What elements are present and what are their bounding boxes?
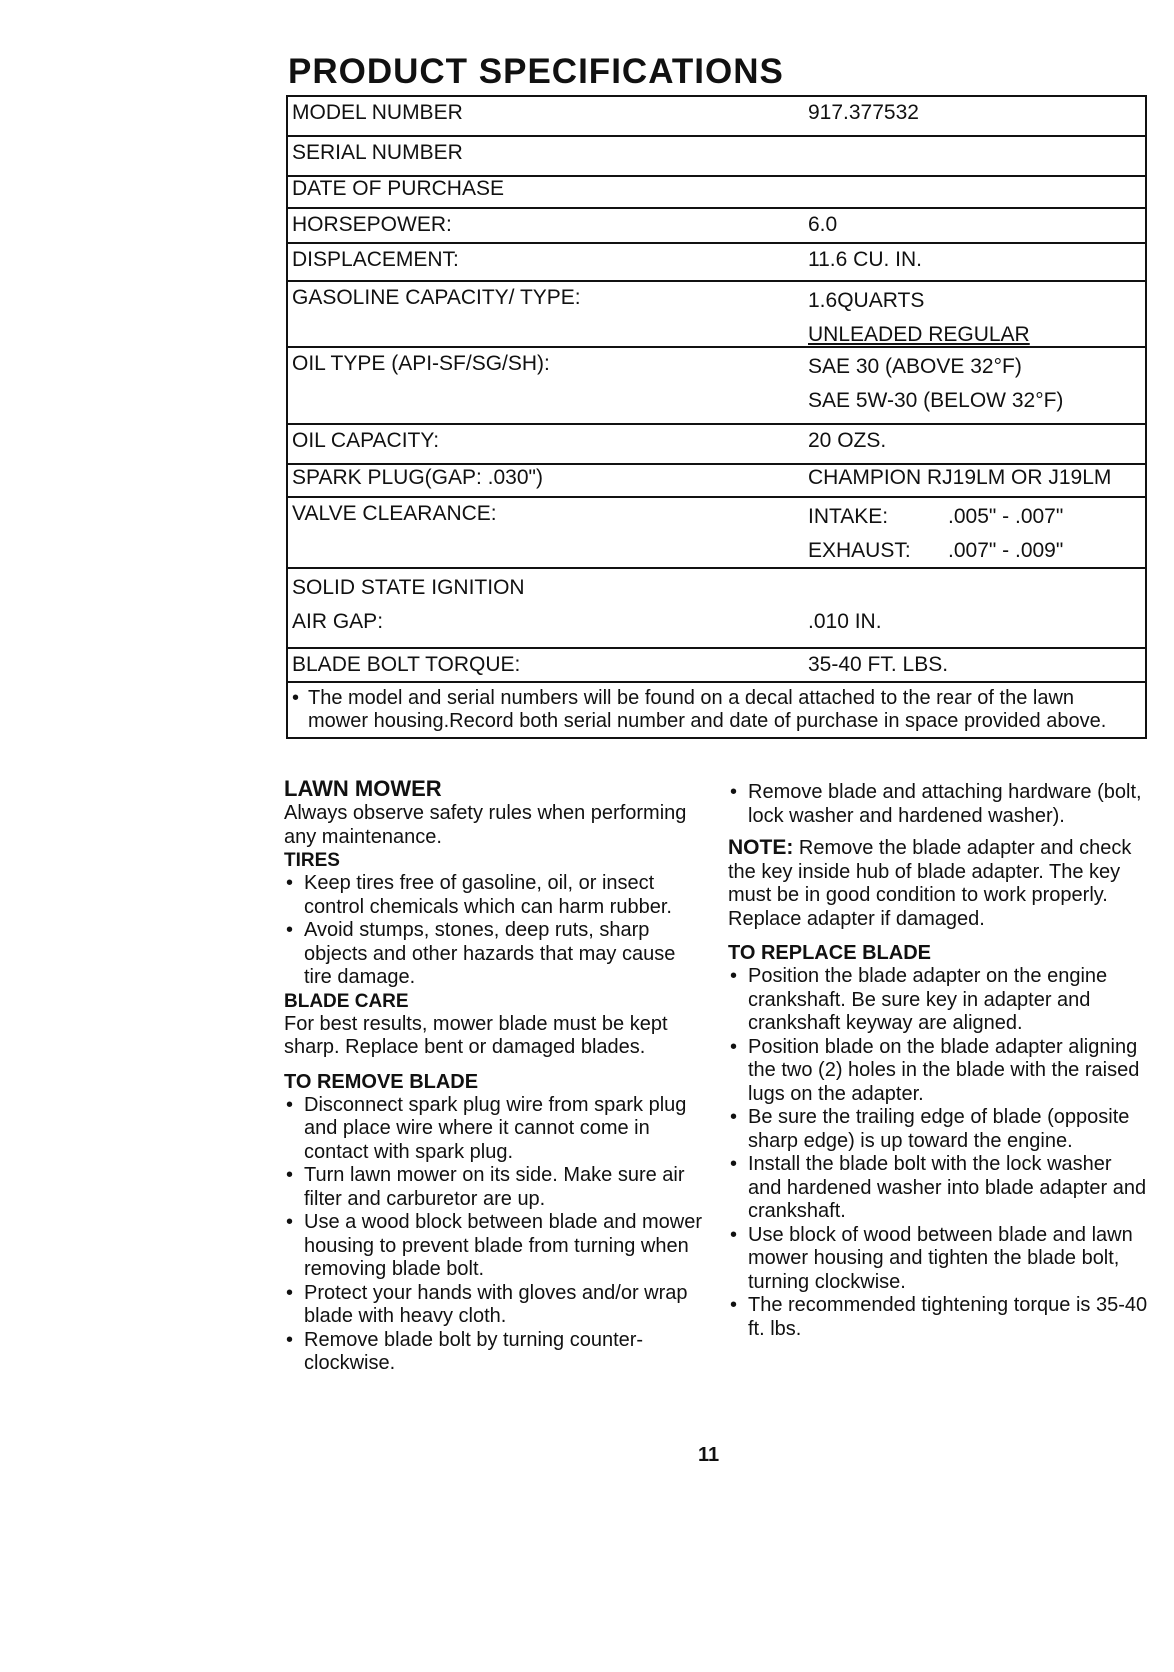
ignition-label: SOLID STATE IGNITION [292, 576, 525, 599]
spec-value [808, 569, 1145, 647]
remove-blade-heading: TO REMOVE BLADE [284, 1070, 479, 1093]
tires-list [284, 872, 704, 990]
spec-row-oil-type [288, 348, 1145, 425]
list-item: • The recommended tightening torque is 35-40 ft. lbs. [728, 1294, 1148, 1341]
spec-label: MODEL NUMBER [292, 101, 463, 124]
spec-value: 917.377532 [808, 101, 919, 124]
spec-value [808, 348, 1145, 423]
valve-intake-value: .005" - .007" [948, 505, 1064, 528]
spec-row-model [288, 97, 1145, 137]
list-item: • Protect your hands with gloves and/or wrap blade with heavy cloth. [284, 1282, 704, 1329]
right-column [728, 781, 1148, 1341]
note-paragraph [728, 836, 1148, 931]
valve-intake-line [808, 502, 1145, 536]
list-item: • Position the blade adapter on the engine crankshaft. Be sure key in adapter and crankshaft keyway are aligned. [728, 965, 1148, 1036]
valve-exhaust-value: .007" - .009" [948, 539, 1064, 562]
spec-row-valve [288, 498, 1145, 569]
list-item: • Position blade on the blade adapter aligning the two (2) holes in the blade with the raised lugs on the adapter. [728, 1036, 1148, 1107]
spec-value-line [808, 573, 1145, 607]
list-item: • Be sure the trailing edge of blade (opposite sharp edge) is up toward the engine. [728, 1106, 1148, 1153]
spec-value: 35-40 FT. LBS. [808, 653, 949, 676]
spec-value: 20 OZS. [808, 429, 887, 452]
note-text: Remove the blade adapter and check the key inside hub of blade adapter. The key must be in good condition to work properly. Replace adapter if damaged. [728, 837, 1132, 930]
remove-blade-list [284, 1094, 704, 1376]
valve-exhaust-line [808, 536, 1145, 570]
spec-label: HORSEPOWER: [292, 213, 452, 236]
note-text: The model and serial numbers will be found on a decal attached to the rear of the lawn mower housing.Record both serial number and date of purchase in space provided above. [308, 687, 1107, 732]
blade-care-heading: BLADE CARE [284, 990, 409, 1012]
valve-intake-label: INTAKE: [808, 505, 889, 528]
remove-continued-list [728, 781, 1148, 828]
spec-value-line: UNLEADED REGULAR [808, 323, 1030, 346]
list-item: • Use block of wood between blade and lawn mower housing and tighten the blade bolt, turning clockwise. [728, 1224, 1148, 1295]
airgap-value: .010 IN. [808, 610, 882, 633]
airgap-label: AIR GAP: [292, 610, 384, 633]
spec-label: SERIAL NUMBER [292, 141, 463, 164]
list-item: • Turn lawn mower on its side. Make sure air filter and carburetor are up. [284, 1164, 704, 1211]
page-title: PRODUCT SPECIFICATIONS [288, 52, 784, 91]
list-item: • Disconnect spark plug wire from spark plug and place wire where it cannot come in contact with spark plug. [284, 1094, 704, 1165]
note-label: NOTE: [728, 836, 794, 859]
note-bullet: • [292, 687, 300, 709]
spec-label: VALVE CLEARANCE: [292, 502, 497, 525]
blade-care-text: For best results, mower blade must be kept sharp. Replace bent or damaged blades. [284, 1012, 668, 1058]
spec-value [808, 282, 1145, 346]
spec-row-oil-capacity [288, 425, 1145, 465]
spec-label: GASOLINE CAPACITY/ TYPE: [292, 286, 581, 309]
spec-label: DISPLACEMENT: [292, 248, 459, 271]
list-item: • Avoid stumps, stones, deep ruts, sharp objects and other hazards that may cause tire damage. [284, 919, 704, 990]
spec-row-serial [288, 137, 1145, 177]
spec-row-ignition [288, 569, 1145, 649]
left-column [284, 776, 704, 1376]
spec-value: 11.6 CU. IN. [808, 248, 922, 271]
replace-blade-list [728, 965, 1148, 1341]
list-item: • Install the blade bolt with the lock washer and hardened washer into blade adapter and crankshaft. [728, 1153, 1148, 1224]
replace-blade-heading: TO REPLACE BLADE [728, 942, 931, 964]
spec-value: 6.0 [808, 213, 838, 236]
spec-value-empty [808, 177, 1145, 207]
spec-row-horsepower [288, 209, 1145, 244]
spec-value: CHAMPION RJ19LM OR J19LM [808, 466, 1112, 489]
spec-row-gasoline [288, 282, 1145, 348]
spec-label: SPARK PLUG(GAP: .030") [292, 466, 543, 489]
spec-label: DATE OF PURCHASE [292, 177, 504, 200]
spec-value-line: 1.6QUARTS [808, 289, 925, 312]
spec-value-line: SAE 5W-30 (BELOW 32°F) [808, 389, 1064, 412]
spec-row-torque [288, 649, 1145, 683]
spec-label: BLADE BOLT TORQUE: [292, 653, 521, 676]
spec-row-spark-plug [288, 465, 1145, 498]
spec-value-line: SAE 30 (ABOVE 32°F) [808, 355, 1022, 378]
spec-note [288, 683, 1145, 737]
valve-exhaust-label: EXHAUST: [808, 539, 911, 562]
spec-value-empty [808, 137, 1145, 175]
lawn-mower-heading: LAWN MOWER [284, 776, 442, 801]
list-item: • Use a wood block between blade and mower housing to prevent blade from turning when removing blade bolt. [284, 1211, 704, 1282]
intro-text: Always observe safety rules when performing any maintenance. [284, 802, 687, 848]
spec-row-displacement [288, 244, 1145, 282]
list-item: • Remove blade and attaching hardware (bolt, lock washer and hardened washer). [728, 781, 1148, 828]
spec-row-date [288, 177, 1145, 209]
spec-label [288, 569, 808, 647]
spec-label: OIL CAPACITY: [292, 429, 440, 452]
spec-value [808, 498, 1145, 567]
spec-table [286, 95, 1147, 739]
spec-label: OIL TYPE (API-SF/SG/SH): [292, 352, 550, 375]
tires-heading: TIRES [284, 850, 340, 871]
list-item: • Remove blade bolt by turning counter-clockwise. [284, 1329, 704, 1376]
page-number: 11 [698, 1444, 720, 1466]
list-item: • Keep tires free of gasoline, oil, or insect control chemicals which can harm rubber. [284, 872, 704, 919]
